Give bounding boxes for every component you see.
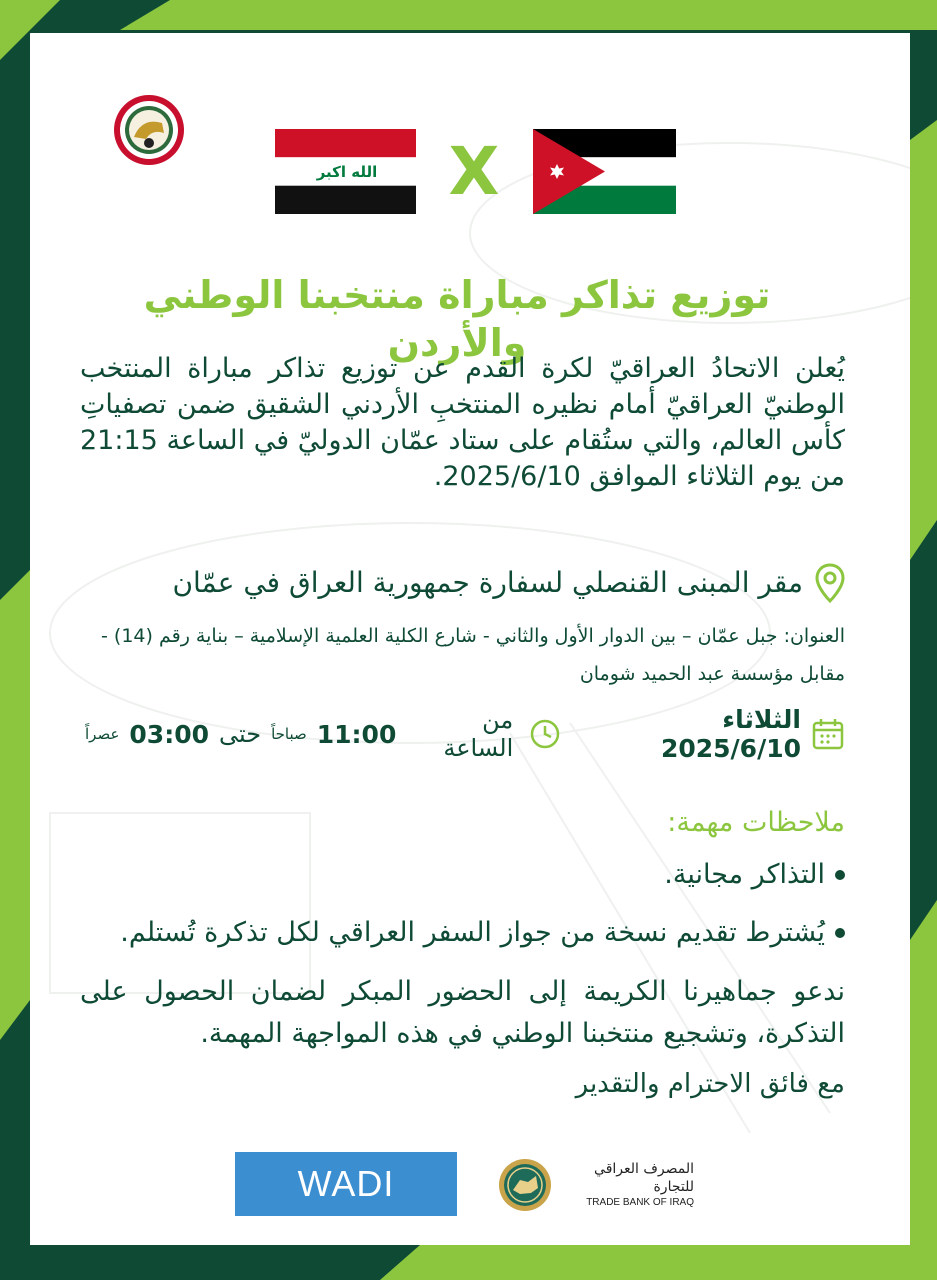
schedule-start-time: 11:00 bbox=[316, 719, 397, 749]
location-address: العنوان: جبل عمّان – بين الدوار الأول والثاني - شارع الكلية العلمية الإسلامية – بناية رقم (14) - مقابل مؤسسة عبد الحميد شومان bbox=[101, 625, 845, 685]
bullet-dot bbox=[835, 870, 845, 880]
trade-bank-name-en: TRADE BANK OF IRAQ bbox=[586, 1197, 694, 1208]
location-title: مقر المبنى القنصلي لسفارة جمهورية العراق في عمّان bbox=[172, 566, 803, 599]
schedule-day-date: الثلاثاء 2025/6/10 bbox=[660, 705, 801, 763]
regards-line: مع فائق الاحترام والتقدير bbox=[575, 1069, 845, 1099]
schedule-until-label: حتى bbox=[218, 720, 262, 748]
versus-symbol: X bbox=[448, 133, 500, 210]
note-item-text: التذاكر مجانية. bbox=[664, 859, 825, 890]
wadi-logo-text: WADI bbox=[297, 1163, 395, 1204]
schedule-end-suffix: عصراً bbox=[85, 725, 120, 743]
wadi-sponsor-logo bbox=[235, 1152, 457, 1216]
note-item bbox=[90, 855, 845, 895]
schedule-end-time: 03:00 bbox=[129, 719, 209, 749]
closing-paragraph: ندعو جماهيرنا الكريمة إلى الحضور المبكر لضمان الحصول على التذكرة، وتشجيع منتخبنا الوطني في هذه المواجهة المهمة. bbox=[80, 976, 845, 1049]
trade-bank-seal-icon bbox=[498, 1158, 552, 1212]
note-item bbox=[90, 913, 845, 953]
note-item-text: يُشترط تقديم نسخة من جواز السفر العراقي لكل تذكرة تُستلم. bbox=[120, 917, 825, 948]
intro-paragraph: يُعلن الاتحادُ العراقيّ لكرة القدم عن توزيع تذاكر مباراة المنتخب الوطنيّ العراقيّ أمام نظيره المنتخبِ الأردني الشقيق ضمن تصفياتِ كأس العالم، والتي ستُقام على ستاد عمّان الدوليّ في الساعة 21:15 من يوم الثلاثاء الموافق 2025/6/10. bbox=[80, 353, 845, 492]
headline: توزيع تذاكر مباراة منتخبنا الوطني والأردن bbox=[143, 273, 771, 365]
notes-title: ملاحظات مهمة: bbox=[667, 807, 845, 838]
schedule-from-label: من الساعة bbox=[443, 706, 514, 762]
clock-icon bbox=[529, 718, 561, 750]
trade-bank-sponsor-logo bbox=[498, 1151, 694, 1219]
federation-crest-caption bbox=[30, 33, 31, 34]
bullet-dot bbox=[835, 928, 845, 938]
schedule-row bbox=[85, 705, 845, 763]
jordan-flag-icon bbox=[533, 129, 676, 214]
trade-bank-name-ar: المصرف العراقي للتجارة bbox=[594, 1161, 694, 1195]
trade-bank-text bbox=[560, 1160, 694, 1210]
announcement-card bbox=[30, 33, 910, 1245]
iraq-flag-takbir: الله اكبر bbox=[316, 163, 378, 181]
location-pin-icon bbox=[815, 563, 845, 603]
calendar-icon bbox=[811, 717, 845, 751]
schedule-start-suffix: صباحاً bbox=[271, 725, 307, 743]
federation-crest-icon bbox=[112, 93, 186, 167]
location-row bbox=[90, 561, 845, 605]
